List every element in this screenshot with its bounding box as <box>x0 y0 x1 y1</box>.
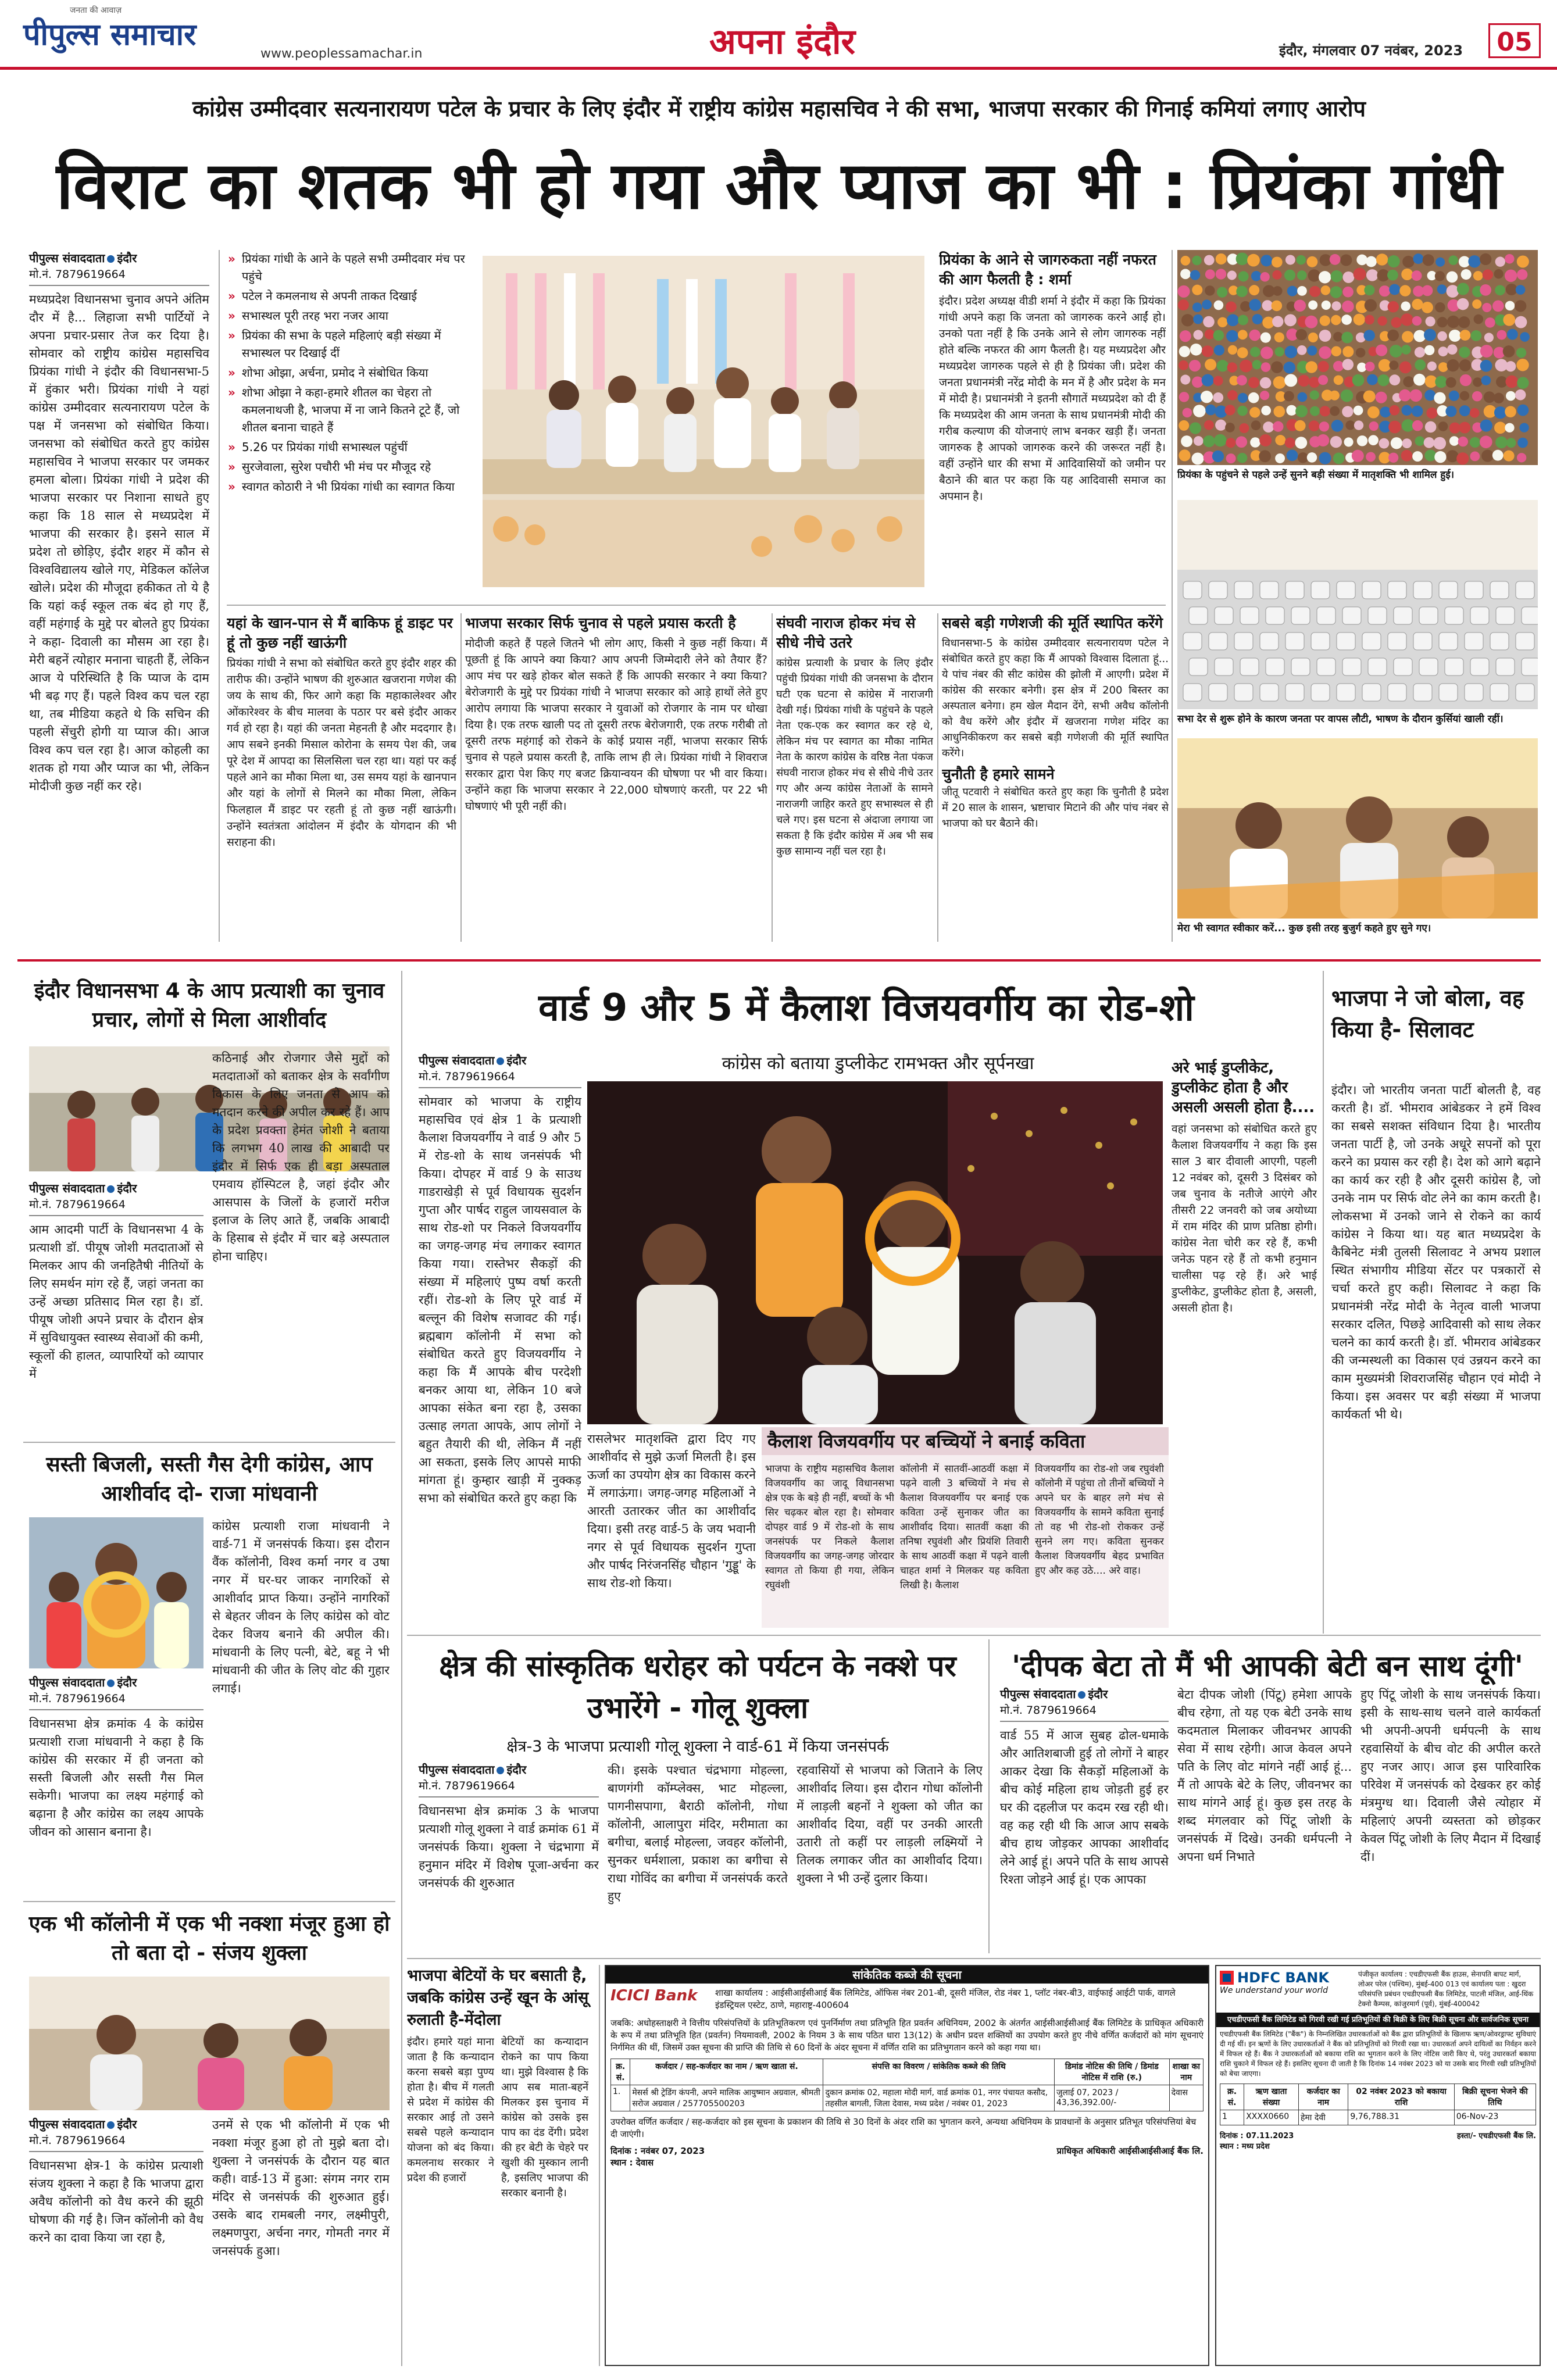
lead-body: मध्यप्रदेश विधानसभा चुनाव अपने अंतिम दौर में है... लिहाजा सभी पार्टियों ने अपना प्रचार-प्रसार तेज कर दिया है। सोमवार को राष्ट्रीय कांग्रेस महासचिव प्रियंका गांधी ने इंदौर की विधानसभा-5 में हुंकार भरी। प्रियंका गांधी ने यहां कांग्रेस उम्मीदवार सत्यनारायण पटेल के पक्ष में जनसभा को संबोधित किया। जनसभा को संबोधित करते हुए कांग्रेस महासचिव ने भाजपा सरकार पर जमकर हमला बोला। प्रियंका गांधी ने प्रदेश की भाजपा सरकार पर निशाना साधते हुए कहा कि 18 साल से मध्यप्रदेश में भाजपा की सरकार है। इसने साल में प्रदेश तो छोड़िए, इंदौर शहर में कौन से विश्वविद्यालय खोले गए, मेडिकल कॉलेज खोले। प्रदेश की मौजूदा हकीकत तो ये है कि यहां कई स्कूल तक बंद हो गए हैं, वहीं महंगाई के मुद्दे पर बोलते हुए प्रियंका ने कहा- दिवाली का मौसम आ रहा है। मेरी बहनें त्योहार मनाना चाहती हैं, लेकिन आज ये परिस्थिति है कि प्याज के दाम भी बढ़ गए हैं। पहले विश्व कप चल रहा था, तब मीडिया कहते थे कि सचिन की पहली सेंचुरी होगी या प्याज की। आज विश्व कप चल रहा है। आज कोहली का शतक हो गया और प्याज का भी, लेकिन मोदीजी कुछ नहीं कर रहे। <box>29 292 209 793</box>
sharma-sidebar <box>939 250 1166 599</box>
diet-story <box>227 613 456 942</box>
kailash-body-2: रासलेभर मातृशक्ति द्वारा दिए गए आशीर्वाद से मुझे ऊर्जा मिलती है। इस ऊर्जा का उपयोग क्षेत्र का विकास करने में लगाऊंगा। जगह-जगह महिलाओं ने आरती उतारकर जीत का आशीर्वाद दिया। इसी तरह वार्ड-5 के जय भवानी नगर से पूर्व विधायक सुदर्शन गुप्ता और पार्षद निरंजनसिंह चौहान 'गुड्डू' के साथ रोड-शो किया। <box>587 1432 756 1590</box>
duplicate-sidebar <box>1172 1058 1317 1622</box>
icici-logo: ICICI Bank <box>610 1987 698 2004</box>
icici-footer: उपरोक्त वर्णित कर्जदार / सह-कर्जदार को इस सूचना के प्रकाशन की तिथि से 30 दिनों के अंदर राशि का भुगतान करने, अन्यथा अधिनियम के प्रावधानों के अनुसार प्रतिभूत परिसंपत्तियां बेच दी जाएंगी। <box>610 2117 1197 2139</box>
deepak-headline: 'दीपक बेटा तो मैं भी आपकी बेटी बन साथ दूंगी' <box>1012 1649 1523 1683</box>
mobile-number: मो.नं. 7879619664 <box>29 266 209 286</box>
sidebar-title: प्रियंका के आने से जागरुकता नहीं नफरत की आग फैलती है : शर्मा <box>939 251 1156 288</box>
mobile-number: मो.नं. 7879619664 <box>29 2132 203 2152</box>
paper-logo: पीपुल्स समाचार <box>23 17 197 52</box>
icici-signatory: प्राधिकृत अधिकारी आईसीआईसीआई बैंक लि. <box>1056 2146 1204 2156</box>
kailash-subhead: कांग्रेस को बताया डुप्लीकेट रामभक्त और सूर्पनखा <box>722 1053 1034 1074</box>
bullet-item: » शोभा ओझा ने कहा-हमारे शीतल का चेहरा तो कमलनाथजी है, भाजपा में ना जाने कितने टूटे हैं, जो शीतल बनाना चाहते हैं <box>227 384 465 436</box>
table-header-cell: कर्जदार / सह-कर्जदार का नाम / ऋण खाता सं. <box>630 2059 823 2085</box>
table-cell: जुलाई 07, 2023 / 43,36,392.00/- <box>1055 2085 1170 2111</box>
mobile-number: मो.नं. 7879619664 <box>29 1196 203 1216</box>
deepak-body-2: बेटा दीपक जोशी (पिंटू) हमेशा आपके बीच रहेगा, तो यह एक बेटी उनके साथ कदमताल मिलाकर जीवनभर आपकी सेवा में साथ रहेगी। आज केवल अपने पति के लिए वोट मांगने नहीं आई हूं... मैं तो आपके बेटे के लिए, जीवनभर का साथ मांगने आई हूं। कुछ इस तरह के शब्द मंगलवार को पिंटू जोशी के जनसंपर्क में दिखे। उनकी धर्मपत्नी ने अपना धर्म निभाते <box>1177 1688 1352 1864</box>
hdfc-office: पंजीकृत कार्यालय : एचडीएफसी बैंक हाउस, सेनापति बापट मार्ग, लोअर परेल (पश्चिम), मुंबई-400 013 एवं कार्यालय पता : खुदरा परिसंपत्ति प्रबंधन एचडीएफसी बैंक लिमिटेड, पाटली मंजिल, आई-थिंक टेक्नो कैम्पस, कांजुरमार्ग (पूर्व), मुंबई-400042 <box>1358 1970 1534 2008</box>
ganesh-body: विधानसभा-5 के कांग्रेस उम्मीदवार सत्यनारायण पटेल ने संबोधित करते हुए कहा कि मैं आपको विश्वास दिलाता हूं... ये पांच नंबर की सीट कांग्रेस की झोली में आएगी। प्रदेश में कांग्रेस की सरकार बनेगी। इस क्षेत्र में 200 बिस्तर का अस्पताल बनेगा। हम खेल मैदान देंगे, सभी अवैध कॉलोनी को वैध करेंगे और इंदौर में खजराना गणेश मंदिर का आधुनिकीकरण कर सबसे बड़ी गणेशजी की मूर्ति स्थापित करेंगे। <box>942 637 1169 759</box>
mobile-number: मो.नं. 7879619664 <box>419 1778 599 1797</box>
table-header-cell: क्र. सं. <box>611 2059 630 2085</box>
mandhwani-photo <box>29 1517 203 1668</box>
hdfc-notice <box>1215 1965 1541 2366</box>
ganesh-story <box>942 613 1169 942</box>
table-header-cell: ऋण खाता संख्या <box>1244 2084 1299 2110</box>
icici-table <box>610 2059 1204 2111</box>
poem-body-2: कॉलोनी में सातवीं-आठवीं कक्षा में पढ़ने वाली 3 बच्चियों ने मंच से कैलाश विजयवर्गीय पर बनाई एक कविता उन्हें सुनाकर जीत का आशीर्वाद दिया। सातवीं कक्षा की तनिषा रघुवंशी और प्रियंशि तिवारी के साथ आठवीं कक्षा में पढ़ने वाली चाहत शर्मा ने मिलकर यह कविता लिखी है। कैलाश <box>900 1463 1029 1591</box>
table-header-cell: बिक्री सूचना भेजने की तिथि <box>1454 2084 1535 2110</box>
shukla-body-1: विधानसभा क्षेत्र-1 के कांग्रेस प्रत्याशी संजय शुक्ला ने कहा है कि भाजपा द्वारा अवैध कॉलोनी को वैध करने की झूठी घोषणा की गई है। जिन कॉलोनी को वैध करने का दावा किया जा रहा है, <box>29 2159 203 2245</box>
bjp-govt-body: मोदीजी कहते हैं पहले जितने भी लोग आए, किसी ने कुछ नहीं किया। मैं पूछती हूं कि आपने क्या किया? आप अपनी जिम्मेदारी लेने को तैयार हैं? आप मंच पर खड़े होकर बोल सकते हैं कि आपकी सरकार ने क्या किया? बेरोजगारी के मुद्दे पर प्रियंका गांधी ने भाजपा सरकार को आड़े हाथों लेते हुए आरोप लगाया कि भाजपा सरकार ने युवाओं को रोजगार के नाम पर धोखा दिया है। एक तरफ खाली पद तो दूसरी तरफ बेरोजगारी, एक तरफ गरीबी तो दूसरी तरफ महंगाई को रोकने के कोई प्रयास नहीं, भाजपा सरकार सिर्फ चुनाव से पहले प्रयास करती है, ताकि लाभ ही ले। प्रियंका गांधी ने शिवराज सरकार द्वारा पेश किए गए बजट क्रियान्वयन की घोषणा पर भी वार किया। उन्होंने कहा कि भाजपा सरकार ने 22,000 घोषणाएं करती, पर 22 भी घोषणाएं भी पूरी नहीं की। <box>465 637 767 813</box>
golu-body-2: की। इसके पश्चात चंद्रभागा मोहल्ला, बाणगंगी कॉम्प्लेक्स, भाट मोहल्ला, पागनीसपागा, बैराठी कॉलोनी, गोधा कॉलोनी, आलापुरा मंदिर, मरीमाता का बगीचा, बलाई मोहल्ला, जवहर कॉलोनी, सुनकर धर्मशाला, प्रकाश का बगीचा से राधा गोविंद का बगीचा में जनसंपर्क करते हुए <box>608 1763 788 1903</box>
table-header-cell: क्र. सं. <box>1220 2084 1244 2110</box>
elder-greeting-photo <box>1177 738 1538 919</box>
medola-body-1: इंदौर। हमारे यहां माना जाता है कि कन्यादान करना सबसे बड़ा पुण्य होता है। बीच में गलती से प्रदेश में कांग्रेस की सरकार आई तो उसने सबसे पहले कन्यादान योजना को बंद किया। कमलनाथ सरकार ने प्रदेश की हजारों <box>407 2036 494 2184</box>
kailash-story-col1 <box>419 1052 581 1628</box>
icici-heading: सांकेतिक कब्जे की सूचना <box>606 1966 1208 1984</box>
table-cell: हेमा देवी <box>1299 2110 1348 2125</box>
byline: पीपुल्स संवाददाता इंदौर <box>1000 1687 1108 1701</box>
table-header-cell: डिमांड नोटिस की तिथि / डिमांड नोटिस में राशि (रु.) <box>1055 2059 1170 2085</box>
table-cell: मेसर्स श्री ट्रेडिंग कंपनी, अपने मालिक आयुष्मान अग्रवाल, श्रीमती सरोज अग्रवाल / 257705500203 <box>630 2085 823 2111</box>
paper-tagline: जनता की आवाज़ <box>70 6 122 15</box>
bjp-govt-title: भाजपा सरकार सिर्फ चुनाव से पहले प्रयास करती है <box>465 614 736 631</box>
kailash-body-1: सोमवार को भाजपा के राष्ट्रीय महासचिव एवं क्षेत्र 1 के प्रत्याशी कैलाश विजयवर्गीय ने वार्ड 9 और 5 में रोड-शो के साथ जनसंपर्क भी किया। दोपहर में वार्ड 9 के साउथ गाडराखेड़ी से पूर्व विधायक सुदर्शन गुप्ता और पार्षद राहुल जायसवाल के साथ रोड-शो पर निकले विजयवर्गीय का जगह-जगह मंच लगाकर स्वागत किया गया। रास्तेभर सैकड़ों की संख्या में महिलाएं पुष्प वर्षा करती रहीं। रोड-शो के लिए पूरे वार्ड में बल्लून की विशेष सजावट की गई। ब्रह्मबाग कॉलोनी में सभा को संबोधित करते हुए विजयवर्गीय ने कहा कि मैं आपके बीच परदेशी बनकर आया था, लेकिन 10 बजे आपका संकेत बना रहा है, उसका उत्साह लगता आपके, आप लोगों ने बहुत तैयारी की थी, लेकिन मैं नहीं आ सकता, इसके लिए आपसे माफी मांगता हूं। कुम्हार खाड़ी में नुक्कड़ सभा को संबोधित करते हुए कहा कि <box>419 1095 581 1505</box>
lead-text-col <box>29 250 209 942</box>
table-cell: 1 <box>1220 2110 1244 2125</box>
mandhwani-body-1: विधानसभा क्षेत्र क्रमांक 4 के कांग्रेस प्रत्याशी राजा मांधवानी ने कहा है कि कांग्रेस की सरकार में ही जनता को सस्ती बिजली और सस्ती गैस मिल सकेगी। भाजपा का लक्ष्य महंगाई को बढ़ाना है और कांग्रेस का लक्ष्य आपके जीवन को आसान बनाना है। <box>29 1717 203 1839</box>
byline: पीपुल्स संवाददाता इंदौर <box>419 1053 527 1067</box>
mandhwani-headline: सस्ती बिजली, सस्ती गैस देगी कांग्रेस, आप आशीर्वाद दो- राजा मांधवानी <box>46 1453 373 1506</box>
mandhwani-body-2: कांग्रेस प्रत्याशी राजा मांधवानी ने वार्ड-71 में जनसंपर्क किया। इस दौरान वैंक कॉलोनी, विश्व कर्मा नगर व उषा नगर में घर-घर जाकर नागरिकों से आशीर्वाद प्राप्त किया। उन्होंने नागरिकों से बेहतर जीवन के लिए कांग्रेस को वोट देकर विजय बनाने की अपील की। मांधवानी के लिए पत्नी, बेटे, बहू ने भी मांधवानी की जीत के लिए वोट की गुहार लगाई। <box>212 1519 390 1695</box>
masthead <box>0 0 1557 70</box>
hdfc-table <box>1220 2084 1536 2125</box>
poem-box <box>762 1427 1169 1628</box>
mandhwani-story <box>29 1519 390 1895</box>
bullet-item: » सुरजेवाला, सुरेश पचौरी भी मंच पर मौजूद रहे <box>227 458 465 476</box>
medola-title: भाजपा बेटियों के घर बसाती है, जबकि कांग्रेस उन्हें खून के आंसू रुलाती है-मेंदोला <box>407 1967 589 2029</box>
byline: पीपुल्स संवाददाता इंदौर <box>29 2117 137 2131</box>
medola-story <box>407 1965 593 2366</box>
table-cell: 06-Nov-23 <box>1454 2110 1535 2125</box>
mobile-number: मो.नं. 7879619664 <box>29 1691 203 1710</box>
hdfc-slogan: We understand your world <box>1220 1986 1328 1995</box>
kailash-story-col2 <box>587 1430 756 1628</box>
bullet-item: » शोभा ओझा, अर्चना, प्रमोद ने संबोधित किया <box>227 364 465 381</box>
bullet-item: » प्रियंका की सभा के पहले महिलाएं बड़ी संख्या में सभास्थल पर दिखाई दीं <box>227 327 465 362</box>
sanghvi-story <box>776 613 933 942</box>
roadshow-photo <box>587 1081 1163 1424</box>
crowd-photo <box>1177 250 1538 465</box>
aap-body-1: आम आदमी पार्टी के विधानसभा 4 के प्रत्याशी डॉ. पीयूष जोशी मतदाताओं से मिलकर आप की जनहितैषी नीतियों के लिए समर्थन मांग रहे हैं, जहां जनता का उन्हें अच्छा प्रतिसाद मिल रहा है। डॉ. पीयूष जोशी अपने प्रचार के दौरान क्षेत्र में सुविधायुक्त स्वास्थ्य सेवाओं की कमी, स्कूलों की हालत, व्यापारियों को व्यापार में <box>29 1223 203 1381</box>
duplicate-title: अरे भाई डुप्लीकेट, डुप्लीकेट होता है और असली असली होता है.... <box>1172 1059 1315 1116</box>
table-cell: दुकान क्रमांक 02, महाला मोदी मार्ग, वार्ड क्रमांक 01, नगर पंचायत कसौद, तहसील बागली, जिला देवास, मध्य प्रदेश / नवंबर 01, 2023 <box>823 2085 1055 2111</box>
sanghvi-title: संघवी नाराज होकर मंच से सीधे नीचे उतरे <box>776 614 916 651</box>
bjp-govt-story <box>465 613 767 942</box>
lead-bullets <box>227 250 465 587</box>
aap-headline: इंदौर विधानसभा 4 के आप प्रत्याशी का चुनाव प्रचार, लोगों से मिला आशीर्वाद <box>34 979 385 1032</box>
table-cell: XXXX0660 <box>1244 2110 1299 2125</box>
bullet-list <box>227 250 465 495</box>
golu-subhead: क्षेत्र-3 के भाजपा प्रत्याशी गोलू शुक्ला ने वार्ड-61 में किया जनसंपर्क <box>506 1738 889 1756</box>
byline: पीपुल्स संवाददाता इंदौर <box>29 1181 137 1195</box>
hdfc-signatory: हस्ता/- एचडीएफसी बैंक लि. <box>1456 2132 1536 2140</box>
poem-body-3: विजयवर्गीय का रोड-शो जब रघुवंशी कॉलोनी में पहुंचा तो तीनों बच्चियों ने अपने घर के बाहर लगे मंच से विजयवर्गीय के सामने कविता सुनाई तो वह भी रोड-शो रोककर उन्हें सुनने लग गए। कविता सुनकर कैलाश विजयवर्गीय बेहद प्रभावित हुए और कह उठे.... अरे वाह। <box>1035 1463 1164 1577</box>
medola-body-2: बेटियों का कन्यादान रोकने का पाप किया था। मुझे विश्वास है कि आप सब माता-बहनें मिलकर इस चुनाव में कांग्रेस को उसके इस पाप का दंड देंगी। प्रदेश की हर बेटी के चेहरे पर खुशी की मुस्कान लानी है, इसलिए भाजपा की सरकार बनानी है। <box>501 2036 588 2199</box>
kailash-headline: वार्ड 9 और 5 में कैलाश विजयवर्गीय का रोड-शो <box>538 987 1194 1030</box>
mobile-number: मो.नं. 7879619664 <box>1000 1702 1169 1722</box>
page-number: 05 <box>1488 23 1541 58</box>
diet-body: प्रियंका गांधी ने सभा को संबोधित करते हुए इंदौर शहर की तारीफ की। उन्होंने भाषण की शुरुआत खजराना गणेश की जय के साथ की, फिर आगे कहा कि महाकालेश्वर और ओंकारेश्वर के बीच मालवा के पठार पर बसे इंदौर आकर गर्व हो रहा है। यहां की जनता मेहनती है और मददगार है। आप सबने इनकी मिसाल कोरोना के समय पेश की, जब पूरे देश में आपदा का सिलसिला चल रहा था। यहां पर कई पहले आने का मौका मिला था, उस समय यहां के खानपान और यहां के लोगों से मिलने का मौका मिला, लेकिन फिलहाल मैं डाइट पर रहती हूं तो कुछ नहीं खाऊंगी। उन्होंने स्वतंत्रता आंदोलन में इंदौर के योगदान की भी सराहना की। <box>227 657 456 849</box>
challenge-body: जीतू पटवारी ने संबोधित करते हुए कहा कि चुनौती है प्रदेश में 20 साल के शासन, भ्रष्टाचार मिटाने की और पांच नंबर से भाजपा को घर बैठाने की। <box>942 786 1169 830</box>
shukla-photo <box>29 1977 390 2110</box>
duplicate-body: वहां जनसभा को संबोधित करते हुए कैलाश विजयवर्गीय ने कहा कि इस साल 3 बार दीवाली आएगी, पहली 12 नवंबर को, दूसरी 3 दिसंबर को जब चुनाव के नतीजे आएंगे और तीसरी 22 जनवरी को जब अयोध्या में राम मंदिर की प्राण प्रतिष्ठा होगी। कांग्रेस नेता चोरी कर रहे हैं, कभी जनेऊ पहन रहे हैं तो कभी हनुमान चालीसा पढ़ रहे हैं। अरे भाई डुप्लीकेट, डुप्लीकेट होता है, असली, असली होता है। <box>1172 1123 1317 1314</box>
deepak-body-3: हुए पिंटू जोशी के साथ जनसंपर्क किया। इसी के साथ-साथ चलने वाले कार्यकर्ता भी अपनी-अपनी धर्मपत्नी के साथ रहवासियों के बीच वोट की अपील करते हुए नजर आए। आज इस पारिवारिक परिवेश में जनसंपर्क को देखकर हर कोई मंत्रमुग्ध था। दिवाली जैसे त्योहार में महिलाएं अपनी व्यस्तता को छोड़कर केवल पिंटू जोशी के लिए मैदान में दिखाई दीं। <box>1360 1688 1541 1864</box>
table-header-cell: 02 नवंबर 2023 को बकाया राशि <box>1348 2084 1454 2110</box>
deepak-story <box>1000 1686 1541 1953</box>
golu-body-3: रहवासियों से भाजपा को जिताने के लिए आशीर्वाद लिया। इस दौरान गोधा कॉलोनी में लाड़ली बहनों ने शुक्ला को जीत का आशीर्वाद दिया, वहीं पर उनकी आरती उतारी तो कहीं पर लाड़ली लक्ष्मियों ने तिलक लगाकर जीत का आशीर्वाद दिया। शुक्ला ने भी उन्हें दुलार किया। <box>797 1763 983 1885</box>
hdfc-body: एचडीएफसी बैंक लिमिटेड ("बैंक") के निम्नलिखित उधारकर्ताओं को बैंक द्वारा प्रतिभूतियों के खिलाफ ऋण/ओवरड्राफ्ट सुविधाएं दी गई थीं। इन ऋणों के लिए उधारकर्ताओं ने बैंक को प्रतिभूतियों को गिरवी रखा था। उधारकर्ता अपने दायित्वों का निर्वहन करने में विफल रहे हैं। बैंक ने उधारकर्ताओं को बकाया राशि का भुगतान करने के लिए नोटिस जारी किए थे, परंतु उधारकर्ता बकाया राशि चुकाने में विफल रहे हैं। इसलिए सूचना दी जाती है कि दिनांक 14 नवंबर 2023 को या उसके बाद गिरवी रखी प्रतिभूतियों को बेचा जाएगा। <box>1220 2030 1536 2078</box>
shukla-story <box>29 2116 390 2366</box>
challenge-title: चुनौती है हमारे सामने <box>942 766 1055 782</box>
icici-date: दिनांक : नवंबर 07, 2023 <box>610 2146 705 2156</box>
table-header-cell: शाखा का नाम <box>1169 2059 1203 2085</box>
golu-body-1: विधानसभा क्षेत्र क्रमांक 3 के भाजपा प्रत्याशी गोलू शुक्ला ने वार्ड क्रमांक 61 में जनसंपर्क किया। शुक्ला ने चंद्रभागा में हनुमान मंदिर में विशेष पूजा-अर्चना कर जनसंपर्क की शुरुआत <box>419 1804 599 1890</box>
poem-title: कैलाश विजयवर्गीय पर बच्चियों ने बनाई कविता <box>762 1427 1169 1455</box>
aap-story <box>29 1051 390 1436</box>
silawat-headline: भाजपा ने जो बोला, वह किया है- सिलावट <box>1331 985 1524 1042</box>
table-header-cell: कर्जदार का नाम <box>1299 2084 1348 2110</box>
lead-kicker: कांग्रेस उम्मीदवार सत्यनारायण पटेल के प्रचार के लिए इंदौर में राष्ट्रीय कांग्रेस महासचिव ने की सभा, भाजपा सरकार की गिनाई कमियां लगाए आरोप <box>192 96 1366 121</box>
hdfc-heading: एचडीएफसी बैंक लिमिटेड को गिरवी रखी गई प्रतिभूतियों की बिक्री के लिए बिक्री सूचना और सार्वजनिक सूचना <box>1216 2013 1540 2027</box>
empty-chairs-photo <box>1177 500 1538 709</box>
sidebar-body: इंदौर। प्रदेश अध्यक्ष वीडी शर्मा ने इंदौर में कहा कि प्रियंका गांधी अपने कहा कि जनता को जागरुक करने आईं हो। उनको पता नहीं है कि उनके आने से लोग जागरुक नहीं होते बल्कि नफरत की आग फैलती है। यह मध्यप्रदेश और मध्यप्रदेश जागरुक पहले से ही है प्रियंका जी। प्रदेश की जनता प्रधानमंत्री नरेंद्र मोदी के मन में है और प्रदेश के मन में मोदी है। प्रधानमंत्री ने इतनी सौगातें मध्यप्रदेश को दी हैं कि मध्यप्रदेश की आम जनता के साथ प्रधानमंत्री मोदी की गरीब कल्याण की योजनाएं लाभ बनकर खड़ी हैं। जनता जागरुक है आपको जागरुक करने की जरूरत नहीं है। वहीं उन्होंने धार की सभा में आदिवासियों को जमीन पर बैठाने की बात पर कहा कि यह आदिवासी समाज का अपमान है। <box>939 295 1166 503</box>
icici-office: शाखा कार्यालय : आईसीआईसीआई बैंक लिमिटेड, ऑफिस नंबर 201-बी, दूसरी मंजिल, रोड नंबर 1, प्लॉट नंबर-बी3, वाईफाई आईटी पार्क, वागले इंडस्ट्रियल एस्टेट, ठाणे, महाराष्ट्र-400604 <box>715 1988 1176 2010</box>
bullet-item: » पटेल ने कमलनाथ से अपनी ताकत दिखाई <box>227 287 465 305</box>
lead-headline: विराट का शतक भी हो गया और प्याज का भी : प्रियंका गांधी <box>56 148 1502 224</box>
section-title: अपना इंदौर <box>709 22 856 62</box>
bullet-item: » सभास्थल पूरी तरह भरा नजर आया <box>227 307 465 324</box>
photo-caption-3: मेरा भी स्वागत स्वीकार करें... कुछ इसी तरह बुजुर्ग कहते हुए सुने गए। <box>1177 923 1431 934</box>
paper-url: www.peoplessamachar.in <box>260 47 423 61</box>
shukla-headline: एक भी कॉलोनी में एक भी नक्शा मंजूर हुआ हो तो बता दो - संजय शुक्ला <box>28 1912 390 1965</box>
photo-caption-2: सभा देर से शुरू होने के कारण जनता पर वापस लौटी, भाषण के दौरान कुर्सियां खाली रहीं। <box>1177 713 1504 725</box>
aap-body-2: कठिनाई और रोजगार जैसे मुद्दों को मतदाताओं को बताकर क्षेत्र के सर्वांगीण विकास के लिए जनता से आप को मतदान करने की अपील कर रहे हैं। आप के प्रदेश प्रवक्ता हेमंत जोशी ने बताया कि लगभग 40 लाख की आबादी पर इंदौर में सिर्फ एक ही बड़ा अस्पताल एमवाय हॉस्पिटल है, जहां इंदौर और आसपास के जिलों के हजारों मरीज इलाज के लिए आते हैं, जबकि आबादी के हिसाब से इंदौर में चार बड़े अस्पताल होना चाहिए। <box>212 1051 390 1263</box>
hdfc-logo: HDFC BANK We understand your world <box>1220 1970 1354 2009</box>
ganesh-title: सबसे बड़ी गणेशजी की मूर्ति स्थापित करेंगे <box>942 614 1163 631</box>
sanghvi-body: कांग्रेस प्रत्याशी के प्रचार के लिए इंदौर पहुंची प्रियंका गांधी की जनसभा के दौरान घटी एक घटना से कांग्रेस में नाराजगी देखी गई। प्रियंका गांधी के पहुंचने के पहले नेता एक-एक कर स्वागत कर रहे थे, लेकिन मंच पर स्वागत का मौका नामित नेता के कारण कांग्रेस के वरिष्ठ नेता पंकज संघवी नाराज होकर मंच से सीधे नीचे उतर गए और अन्य कांग्रेस नेताओं के सामने नाराजगी जाहिर करते हुए सभास्थल से ही चले गए। इस घटना से अंदाजा लगाया जा सकता है कि इंदौर कांग्रेस में अब भी सब कुछ सामान्य नहीं चल रहा है। <box>776 657 933 857</box>
table-cell: 9,76,788.31 <box>1348 2110 1454 2125</box>
bullet-item: » प्रियंका गांधी के आने के पहले सभी उम्मीदवार मंच पर पहुंचे <box>227 250 465 285</box>
photo-caption-1: प्रियंका के पहुंचने से पहले उन्हें सुनने बड़ी संख्या में मातृशक्ति भी शामिल हुई। <box>1177 469 1455 481</box>
golu-story <box>419 1761 983 1953</box>
dateline: इंदौर, मंगलवार 07 नवंबर, 2023 <box>1279 42 1463 59</box>
icici-place: स्थान : देवास <box>610 2157 654 2168</box>
hdfc-date: दिनांक : 07.11.2023 <box>1220 2132 1294 2140</box>
icici-notice <box>605 1965 1209 2366</box>
golu-headline: क्षेत्र की सांस्कृतिक धरोहर को पर्यटन के नक्शे पर उभारेंगे - गोलू शुक्ला <box>439 1649 956 1725</box>
byline: पीपुल्स संवाददाता इंदौर <box>29 251 137 265</box>
deepak-body-1: वार्ड 55 में आज सुबह ढोल-धमाके और आतिशबाजी हुई तो लोगों ने बाहर आकर देखा कि सैकड़ों महिलाओं के बीच कोई महिला हाथ जोड़ती हुई हर घर की दहलीज पर कदम रख रही थी। वह कह रही थी कि आज आप सबके बीच हाथ जोड़कर आपका आशीर्वाद लेने आई हूं। अपने पति के साथ आपसे रिश्ता जोड़ने आई हूं। एक आपका <box>1000 1728 1169 1886</box>
table-header-cell: संपत्ति का विवरण / सांकेतिक कब्जे की तिथि <box>823 2059 1055 2085</box>
silawat-body: इंदौर। जो भारतीय जनता पार्टी बोलती है, वह करती है। डॉ. भीमराव आंबेडकर ने हमें विश्व का सबसे सशक्त संविधान दिया है। भारतीय जनता पार्टी है, जो उनके अधूरे सपनों को पूरा करने का प्रयास कर रही है। देश को आगे बढ़ाने का कार्य कर रही है और दूसरी कांग्रेस है, जो उनके नाम पर सिर्फ वोट लेने का काम करती है। लोकसभा में उनको जाने से रोकने का कार्य कांग्रेस ने किया था। यह बात मध्यप्रदेश के कैबिनेट मंत्री तुलसी सिलावट ने अभय प्रशाल स्थित संभागीय मीडिया सेंटर पर पत्रकारों से चर्चा करते हुए कही। सिलावट ने कहा कि प्रधानमंत्री नरेंद्र मोदी के नेतृत्व वाली भाजपा सरकार दलित, पिछड़े आदिवासी को साथ लेकर चलने का कार्य करती है। डॉ. भीमराव आंबेडकर की जन्मस्थली का विकास एवं उन्नयन करने का काम मुख्यमंत्री शिवराजसिंह चौहान एवं मोदी ने किया। इस अवसर पर बड़ी संख्या में भाजपा कार्यकर्ता भी थे। <box>1331 1083 1541 1421</box>
stage-photo <box>483 256 924 587</box>
mobile-number: मो.नं. 7879619664 <box>419 1069 581 1088</box>
bullet-item: » 5.26 पर प्रियंका गांधी सभास्थल पहुंचीं <box>227 438 465 456</box>
bullet-item: » स्वागत कोठारी ने भी प्रियंका गांधी का स्वागत किया <box>227 478 465 495</box>
poem-body-1: भाजपा के राष्ट्रीय महासचिव कैलाश विजयवर्गीय का जादू विधानसभा क्षेत्र एक के बड़े ही नहीं, बच्चों के भी सिर चढ़कर बोल रहा है। सोमवार दोपहर वार्ड 9 में रोड-शो के साथ जनसंपर्क पर निकले कैलाश विजयवर्गीय का जगह-जगह जोरदार स्वागत तो किया ही गया, लेकिन रघुवंशी <box>765 1463 894 1591</box>
icici-body: जबकि: अधोहस्ताक्षरी ने वित्तीय परिसंपत्तियों के प्रतिभूतिकरण एवं पुनर्निर्माण तथा प्रतिभूति हित प्रवर्तन अधिनियम, 2002 के अंतर्गत आईसीआईसीआई बैंक लिमिटेड के प्राधिकृत अधिकारी के रूप में तथा प्रतिभूति हित (प्रवर्तन) नियमावली, 2002 के नियम 3 के साथ पठित धारा 13(12) के अधीन प्रदत्त शक्तियों का उपयोग करते हुए नीचे वर्णित कर्जदारों को मांग सूचनाएं निर्गमित की थीं, जिसमें उक्त सूचना की प्राप्ति की तिथि से 60 दिनों के अंदर सूचना में वर्णित राशि का प्रतिभुगतान करने को कहा गया था। <box>610 2018 1204 2053</box>
byline: पीपुल्स संवाददाता इंदौर <box>419 1763 527 1777</box>
table-cell: 1. <box>611 2085 630 2111</box>
hdfc-place: स्थान : मध्य प्रदेश <box>1220 2142 1270 2151</box>
table-cell: देवास <box>1169 2085 1203 2111</box>
shukla-body-2: उनमें से एक भी कॉलोनी में एक भी नक्शा मंजूर हुआ हो तो मुझे बता दो। शुक्ला ने जनसंपर्क के दौरान यह बात कही। वार्ड-13 में हुआ: संगम नगर राम मंदिर से जनसंपर्क की शुरुआत हुई। उसके बाद रामबली नगर, लक्ष्मीपुरी, लक्ष्मणपुरा, अर्चना नगर, गोमती नगर में जनसंपर्क हुआ। <box>212 2118 390 2258</box>
diet-title: यहां के खान-पान से मैं बाकिफ हूं डाइट पर हूं तो कुछ नहीं खाऊंगी <box>227 614 453 651</box>
byline: पीपुल्स संवाददाता इंदौर <box>29 1675 137 1689</box>
